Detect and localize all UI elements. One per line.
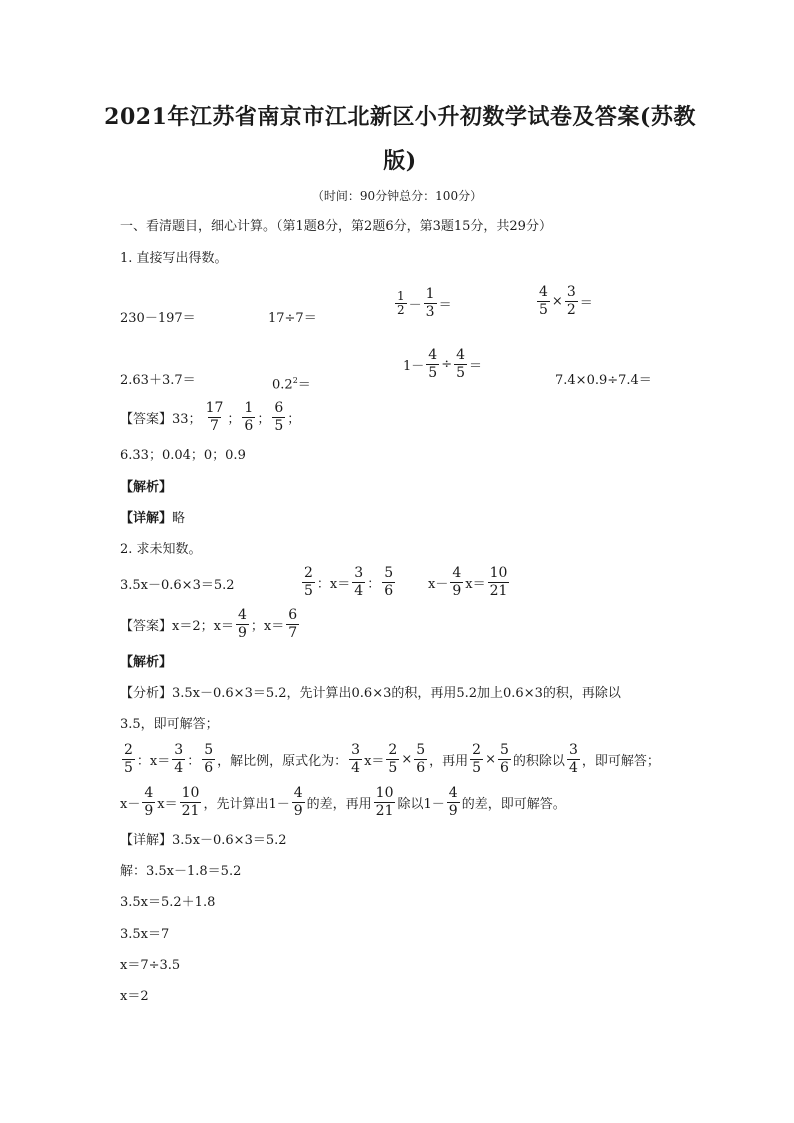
solution-step-2: 3.5x＝5.2＋1.8 [120, 895, 216, 910]
fraction: $\frac{4}{5}$ [428, 347, 438, 381]
q2-analysis-line-2: 3.5，即可解答； [120, 717, 219, 732]
fraction: $\frac{6}{7}$ [288, 607, 298, 641]
document-title-continued: 版) [383, 148, 417, 174]
q2-equation-3: x－ $\frac{4}{9}$ x＝ $\frac{10}{21}$ [428, 565, 508, 599]
fraction: $\frac{1}{6}$ [244, 400, 254, 434]
fraction: $\frac{1}{2}$ [397, 289, 405, 317]
fraction: $\frac{3}{2}$ [566, 284, 576, 318]
fraction: $\frac{4}{9}$ [293, 785, 303, 819]
fraction: $\frac{4}{9}$ [237, 607, 247, 641]
fraction: $\frac{1}{3}$ [425, 286, 435, 320]
fraction: $\frac{3}{4}$ [354, 565, 364, 599]
fraction: $\frac{2}{5}$ [472, 742, 482, 776]
q2-analysis-line-1: 【分析】3.5x－0.6×3＝5.2，先计算出0.6×3的积，再用5.2加上0.6×3的积，再除以 [120, 686, 621, 701]
q1-expr-1: 230－197＝ [120, 311, 196, 326]
fraction: $\frac{2}{5}$ [304, 565, 313, 599]
q1-detail: 【详解】略 [120, 511, 186, 526]
q2-analysis-line-3: $\frac{2}{5}$ ：x＝ $\frac{3}{4}$ ： $\frac{5}{6}$ ，解比例，原式化为： $\frac{3}{4}$ x＝ $\frac{2}{5}$ × $\frac{5}{6}$ ，再用 $\frac{2}{5}$ × $\frac{5}{6}$ 的积除以 $\frac{3}{4}$ ，即可解答； [124, 742, 660, 776]
document-title: 2021年江苏省南京市江北新区小升初数学试卷及答案(苏教 [104, 104, 696, 130]
q1-answer-line-2: 6.33；0.04；0；0.9 [120, 448, 246, 463]
q2-analysis-line-4: x－ $\frac{4}{9}$ x＝ $\frac{10}{21}$ ，先计算出1－ $\frac{4}{9}$ 的差，再用 $\frac{10}{21}$ 除以1－ $\frac{4}{9}$ 的差，即可解答。 [120, 785, 566, 819]
q1-analysis-label: 【解析】 [120, 480, 173, 495]
fraction: $\frac{10}{21}$ [181, 785, 200, 819]
exam-info: （时间：90分钟总分：100分） [311, 189, 483, 203]
q1-expr-4: $\frac{4}{5}$ × $\frac{3}{2}$ ＝ [539, 284, 593, 318]
q1-expr-3: $\frac{1}{2}$ － $\frac{1}{3}$ ＝ [397, 286, 452, 320]
fraction: $\frac{6}{5}$ [274, 400, 284, 434]
solution-step-3: 3.5x＝7 [120, 927, 170, 942]
q1-expr-7: 1－ $\frac{4}{5}$ ÷ $\frac{4}{5}$ ＝ [403, 347, 483, 381]
fraction: $\frac{3}{4}$ [174, 742, 184, 776]
fraction: $\frac{4}{5}$ [539, 284, 548, 318]
fraction: $\frac{4}{9}$ [144, 785, 154, 819]
q2-equation-1: 3.5x－0.6×3＝5.2 [120, 578, 235, 593]
q2-equation-2: $\frac{2}{5}$ ：x＝ $\frac{3}{4}$ ： $\frac{5}{6}$ [304, 565, 394, 599]
fraction: $\frac{10}{21}$ [375, 785, 394, 819]
fraction: $\frac{17}{7}$ [205, 400, 224, 434]
fraction: $\frac{5}{6}$ [416, 742, 426, 776]
q1-expr-6: $0.2^2=$ [272, 376, 311, 393]
fraction: $\frac{4}{9}$ [448, 785, 458, 819]
q1-expr-8: 7.4×0.9÷7.4＝ [555, 373, 652, 388]
solution-step-4: x＝7÷3.5 [120, 958, 181, 973]
fraction: $\frac{2}{5}$ [388, 742, 398, 776]
fraction: $\frac{3}{4}$ [351, 742, 361, 776]
fraction: $\frac{5}{6}$ [384, 565, 394, 599]
question-2-heading: 2. 求未知数。 [120, 542, 202, 557]
fraction: $\frac{4}{5}$ [456, 347, 466, 381]
question-1-heading: 1. 直接写出得数。 [120, 251, 228, 266]
fraction: $\frac{2}{5}$ [124, 742, 133, 776]
fraction: $\frac{5}{6}$ [204, 742, 214, 776]
fraction: $\frac{3}{4}$ [568, 742, 578, 776]
solution-step-1: 解：3.5x－1.8＝5.2 [120, 864, 242, 879]
fraction: $\frac{4}{9}$ [452, 565, 462, 599]
solution-step-5: x＝2 [120, 989, 149, 1004]
q2-analysis-label: 【解析】 [120, 655, 173, 670]
q2-answer: 【答案】 x＝2；x＝ $\frac{4}{9}$ ；x＝ $\frac{6}{7}$ [120, 607, 298, 641]
q1-expr-5: 2.63＋3.7＝ [120, 373, 196, 388]
q2-detail-heading: 【详解】3.5x－0.6×3＝5.2 [120, 833, 287, 848]
q1-expr-2: 17÷7＝ [268, 311, 317, 326]
fraction: $\frac{10}{21}$ [489, 565, 508, 599]
section-heading: 一、看清题目，细心计算。（第1题8分，第2题6分，第3题15分，共29分） [120, 219, 552, 234]
fraction: $\frac{5}{6}$ [500, 742, 509, 776]
q1-answer: 【答案】 33； $\frac{17}{7}$ ； $\frac{1}{6}$ ； $\frac{6}{5}$ ； [120, 400, 301, 434]
